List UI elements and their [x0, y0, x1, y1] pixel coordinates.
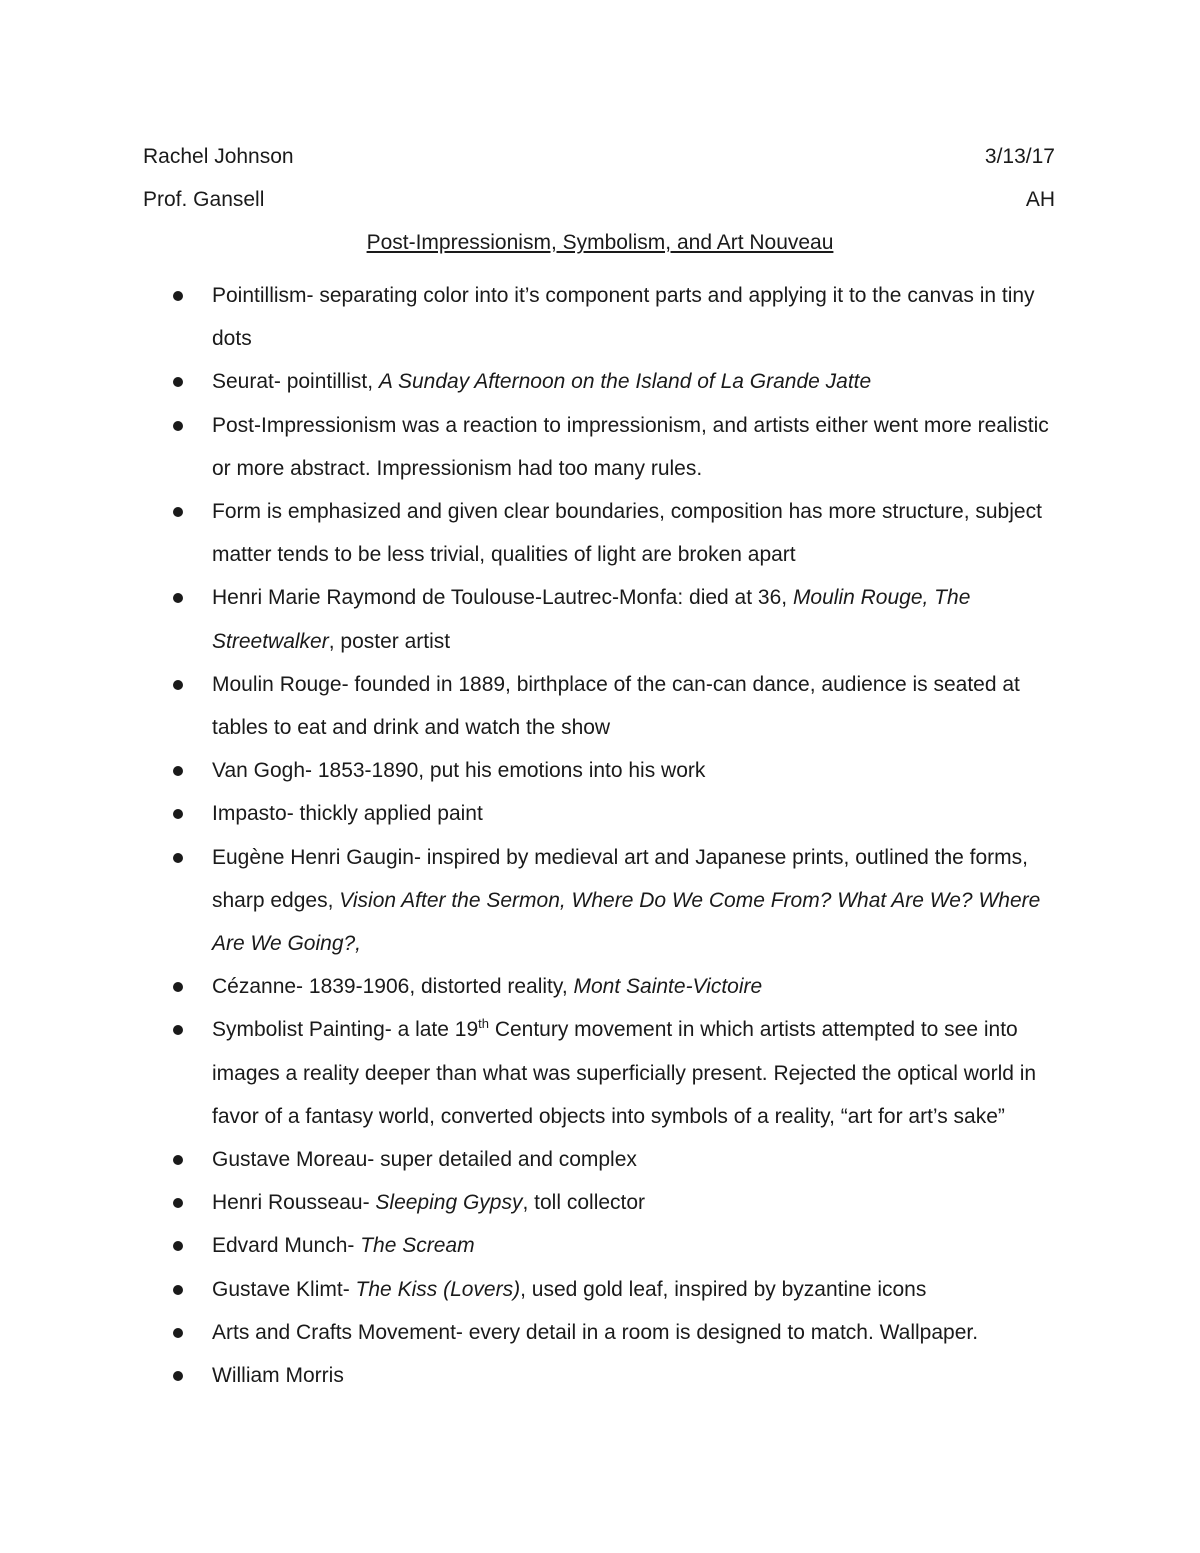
artwork-title: The Kiss (Lovers)	[355, 1277, 521, 1301]
note-text: Post-Impressionism was a reaction to impressionism, and artists either went more realistic or more abstract. Impressionism had too many rules.	[212, 413, 1049, 480]
notes-list	[143, 274, 1058, 1397]
list-item	[143, 274, 1058, 360]
page-title: Post-Impressionism, Symbolism, and Art Nouveau	[366, 231, 834, 254]
bullet-icon	[173, 1285, 183, 1295]
professor-name: Prof. Gansell	[143, 188, 265, 211]
list-item	[143, 576, 1058, 662]
artwork-title: Sleeping Gypsy	[375, 1191, 523, 1215]
bullet-icon	[173, 853, 183, 863]
note-text: Arts and Crafts Movement- every detail in a room is designed to match. Wallpaper.	[212, 1320, 979, 1344]
note-text: Impasto- thickly applied paint	[212, 802, 483, 826]
note-text: Form is emphasized and given clear boundaries, composition has more structure, subject matter tends to be less trivial, qualities of light are broken apart	[212, 500, 1042, 567]
date: 3/13/17	[984, 145, 1055, 168]
artwork-title: Moulin Rouge, The Streetwalker	[212, 586, 971, 653]
student-name: Rachel Johnson	[143, 145, 294, 168]
list-item	[143, 663, 1058, 749]
note-text: Eugène Henri Gaugin- inspired by medieval art and Japanese prints, outlined the forms, sharp edges,	[212, 845, 1028, 912]
note-text: Henri Rousseau-	[212, 1191, 376, 1215]
list-item	[143, 1354, 1058, 1397]
bullet-icon	[173, 1371, 183, 1381]
note-text: , used gold leaf, inspired by byzantine icons	[520, 1277, 927, 1301]
note-text: Symbolist Painting- a late 19	[212, 1018, 479, 1042]
bullet-icon	[173, 1155, 183, 1165]
bullet-icon	[173, 680, 183, 690]
note-text: Henri Marie Raymond de Toulouse-Lautrec-Monfa: died at 36,	[212, 586, 793, 610]
list-item	[143, 1138, 1058, 1181]
note-text: , toll collector	[522, 1191, 646, 1215]
artwork-title: Vision After the Sermon, Where Do We Come From? What Are We? Where Are We Going?,	[212, 888, 1041, 956]
list-item	[143, 1181, 1058, 1224]
bullet-icon	[173, 1198, 183, 1208]
bullet-icon	[173, 421, 183, 431]
list-item	[143, 1268, 1058, 1311]
list-item	[143, 404, 1058, 490]
bullet-icon	[173, 1241, 183, 1251]
bullet-icon	[173, 507, 183, 517]
list-item	[143, 1311, 1058, 1354]
note-text: Seurat- pointillist,	[212, 370, 379, 394]
artwork-title: Mont Sainte-Victoire	[573, 975, 763, 999]
bullet-icon	[173, 766, 183, 776]
bullet-icon	[173, 291, 183, 301]
bullet-icon	[173, 809, 183, 819]
note-text: Moulin Rouge- founded in 1889, birthplace of the can-can dance, audience is seated at tables to eat and drink and watch the show	[212, 672, 1020, 740]
artwork-title: The Scream	[360, 1234, 475, 1258]
header-row-1	[143, 146, 1055, 167]
note-text: Gustave Klimt-	[212, 1277, 356, 1301]
note-text: Pointillism- separating color into it’s component parts and applying it to the canvas in tiny dots	[212, 284, 1035, 351]
note-text: Van Gogh- 1853-1890, put his emotions into his work	[212, 759, 706, 783]
note-text: Century movement in which artists attempted to see into images a reality deeper than what was superficially present. Rejected the optical world in favor of a fantasy world, converted objects into symbols of a reality, “art for art’s sake”	[212, 1018, 1037, 1128]
list-item	[143, 490, 1058, 576]
note-text: , poster artist	[328, 629, 451, 653]
bullet-icon	[173, 1328, 183, 1338]
artwork-title: A Sunday Afternoon on the Island of La Grande Jatte	[378, 370, 872, 394]
bullet-icon	[173, 377, 183, 387]
note-text: Edvard Munch-	[212, 1234, 361, 1258]
note-text: Cézanne- 1839-1906, distorted reality,	[212, 975, 574, 999]
list-item	[143, 965, 1058, 1008]
list-item	[143, 1008, 1058, 1138]
bullet-icon	[173, 593, 183, 603]
list-item	[143, 1224, 1058, 1267]
bullet-icon	[173, 982, 183, 992]
list-item	[143, 749, 1058, 792]
course-code: AH	[1025, 188, 1055, 211]
note-text: William Morris	[212, 1364, 344, 1388]
list-item	[143, 360, 1058, 403]
ordinal-superscript: th	[478, 1016, 489, 1032]
bullet-icon	[173, 1025, 183, 1035]
header-row-2	[143, 189, 1055, 210]
list-item	[143, 836, 1058, 966]
list-item	[143, 792, 1058, 835]
note-text: Gustave Moreau- super detailed and complex	[212, 1148, 637, 1172]
